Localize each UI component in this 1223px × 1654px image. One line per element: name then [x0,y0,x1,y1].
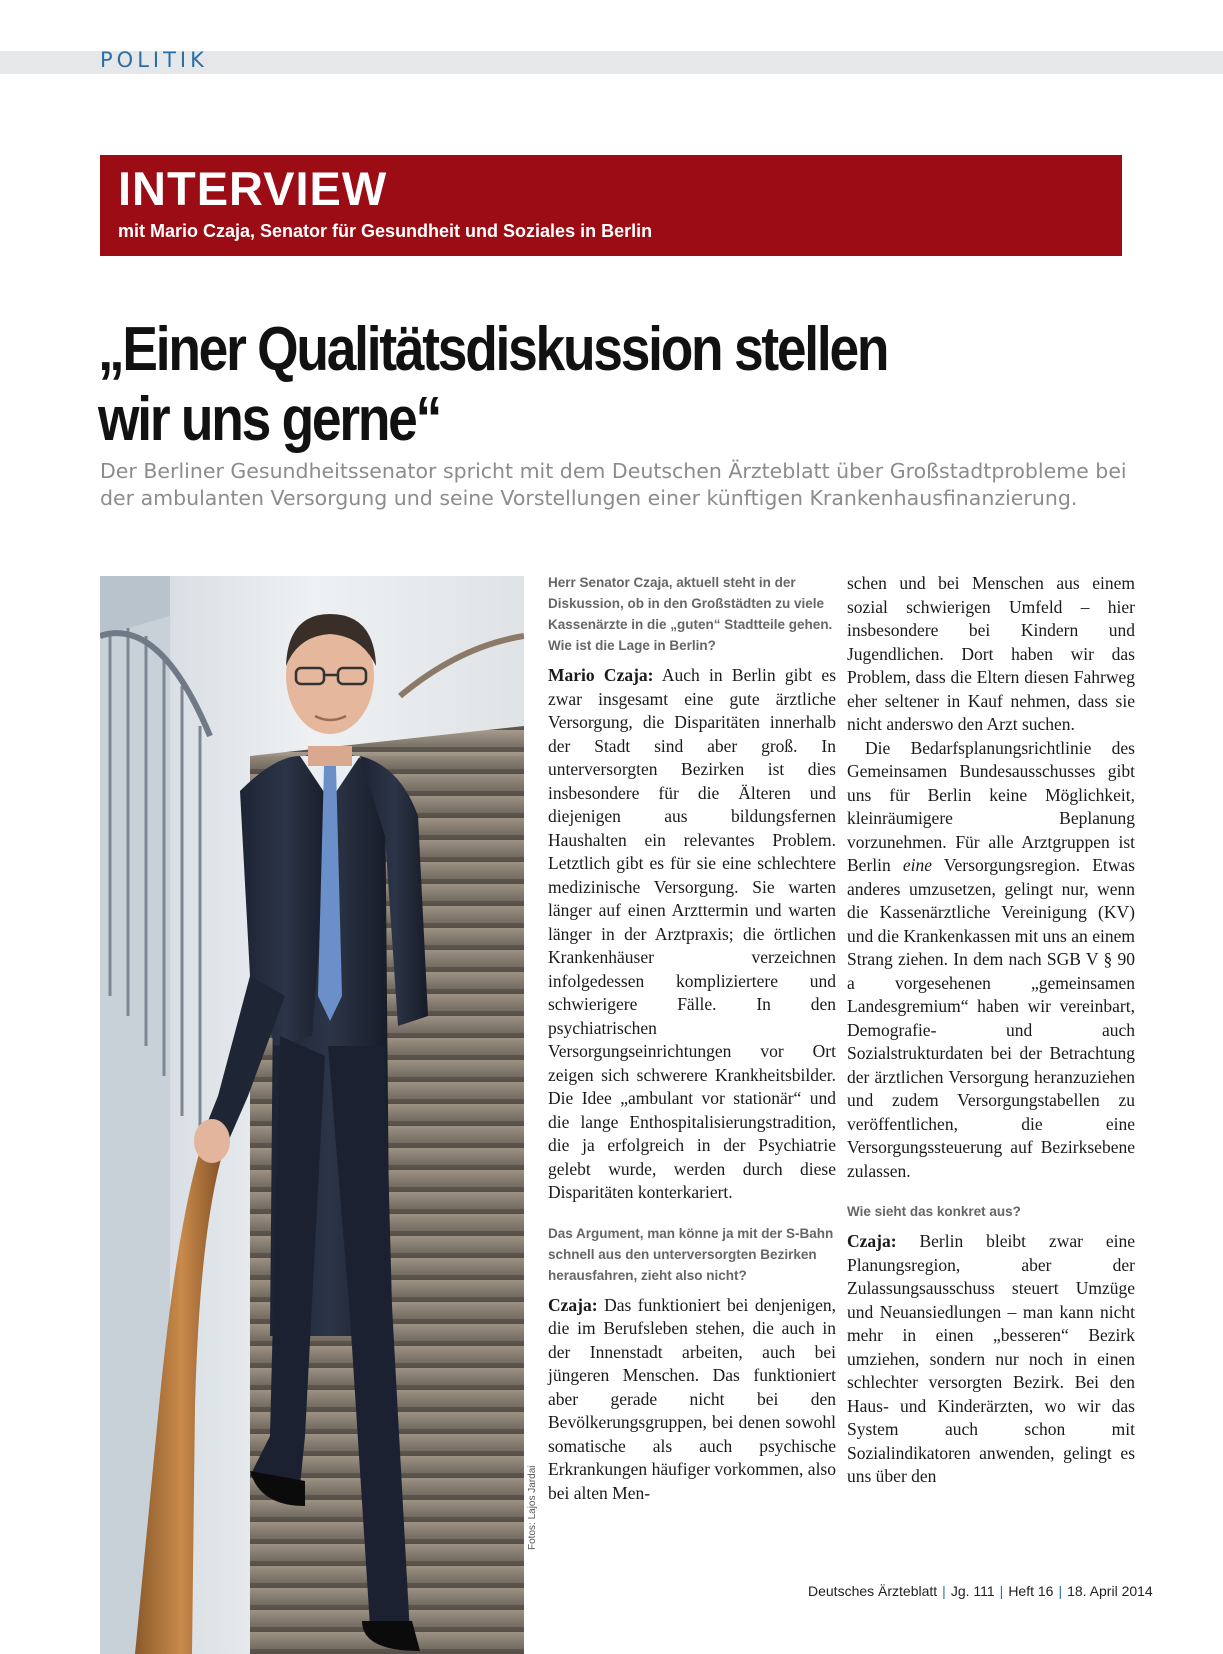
section-label: POLITIK [100,48,208,72]
answer-1-text: Auch in Berlin gibt es zwar insgesamt eine gute ärztliche Versorgung, die Disparitäten innerhalb der Stadt sind aber groß. In unterversorgten Bezirken ist dies insbesondere für die Älteren und diejenigen aus bildungsfernen Haushalten ein relevantes Problem. Letztlich gibt es für sie eine schlechtere medizinische Versorgung. Sie warten länger auf einen Arzttermin und warten länger in der Arztpraxis; die örtlichen Krankenhäuser verzeichnen infolgedessen kompliziertere und schwierigere Fälle. In den psychiatrischen Versorgungseinrichtungen vor Ort zeigen sich schwerere Krankheitsbilder. Die Idee „ambulant vor stationär“ und die lange Enthospitalisierungstradition, die ja erfolgreich in der Psychiatrie gelebt wurde, werden durch diese Disparitäten konterkariert. [548,665,837,1202]
answer-1 [548,664,836,1205]
page-footer [808,1583,1153,1599]
footer-volume: Jg. 111 [950,1583,995,1599]
text-column-1 [548,572,836,1505]
footer-separator: | [942,1583,946,1599]
answer-2-paragraph-2 [847,737,1135,1184]
answer-3-speaker: Czaja: [847,1231,897,1251]
question-1: Herr Senator Czaja, aktuell steht in der Diskussion, ob in den Großstädten zu viele Kassenärzte in die „guten“ Stadtteile gehen. Wie ist die Lage in Berlin? [548,575,833,653]
photo-credit: Fotos: Lajos Jardai [527,1465,538,1550]
article-headline [98,315,958,455]
text-column-2 [847,572,1135,1489]
footer-separator: | [1058,1583,1063,1599]
headline-line-1: „Einer Qualitätsdiskussion stellen [98,315,888,384]
banner-title: INTERVIEW [118,162,388,215]
article-deck: Der Berliner Gesundheitssenator spricht mit dem Deutschen Ärzteblatt über Großstadtprobleme bei der ambulanten Versorgung und seine Vorstellungen einer künftigen Krankenhausfinanzierung. [100,459,1127,510]
answer-2 [548,1294,836,1506]
footer-issue: Heft 16 [1008,1583,1054,1599]
answer-2-continued: schen und bei Menschen aus einem sozial schwierigen Umfeld – hier insbesondere bei Kindern und Jugendlichen. Dort haben wir das Problem, dass die Eltern diesen Fahrweg eher seltener in Kauf nehmen, dass sie nicht anderswo den Arzt suchen. [847,573,1135,734]
footer-separator: | [999,1583,1004,1599]
answer-3 [847,1230,1135,1489]
question-3: Wie sieht das konkret aus? [847,1204,1021,1219]
senator-photo [100,576,524,1654]
answer-3-text: Berlin bleibt zwar eine Planungsregion, aber der Zulassungsausschuss steuert Umzüge und Neuansiedlungen – man kann nicht mehr in einen „besseren“ Bezirk umziehen, sondern nur noch in einen schlechter versorgten Bezirk. Bei den Haus- und Kinderärzten, wo wir das System auch schon mit Sozialindikatoren anwenden, gelingt es uns über den [847,1231,1135,1486]
headline-line-2: wir uns gerne“ [98,385,441,454]
paragraph-2-start: Die Bedarfsplanungsrichtlinie des Gemeinsamen Bundesausschusses gibt uns für Berlin keine Möglichkeit, kleinräumigere Beplanung vorzunehmen. Für alle Arztgruppen ist Berlin [847,737,1135,875]
paragraph-2-emphasis: eine [902,855,933,875]
footer-journal: Deutsches Ärzteblatt [808,1583,938,1599]
interview-banner [100,155,1122,256]
paragraph-2-end: Versorgungsregion. Etwas anderes umzusetzen, gelingt nur, wenn die Kassenärztliche Vereinigung (KV) und die Krankenkassen mit uns an einem Strang ziehen. In dem nach SGB V § 90 a vorgesehenen „gemeinsamen Landesgremium“ haben wir vereinbart, Demografie- und auch Sozialstrukturdaten bei der Betrachtung der ärztlichen Versorgung heranzuziehen und zudem Versorgungstabellen zu veröffentlichen, die eine Versorgungssteuerung auf Bezirksebene zulassen. [847,855,1135,1181]
banner-subtitle: mit Mario Czaja, Senator für Gesundheit und Soziales in Berlin [118,221,653,241]
answer-1-speaker: Mario Czaja: [548,665,654,685]
footer-date: 18. April 2014 [1067,1583,1153,1599]
question-2: Das Argument, man könne ja mit der S-Bahn schnell aus den unterversorgten Bezirken herausfahren, zieht also nicht? [548,1225,834,1283]
answer-2-speaker: Czaja: [548,1294,598,1315]
answer-2-text: Das funktioniert bei denjenigen, die im Berufsleben stehen, die auch in der Innenstadt arbeiten, auch bei jüngeren Menschen. Das funktioniert aber gerade nicht bei den Bevölkerungsgruppen, bei denen sowohl somatische als auch psychische Erkrankungen häufiger vorkommen, also bei alten Men- [548,1294,836,1503]
